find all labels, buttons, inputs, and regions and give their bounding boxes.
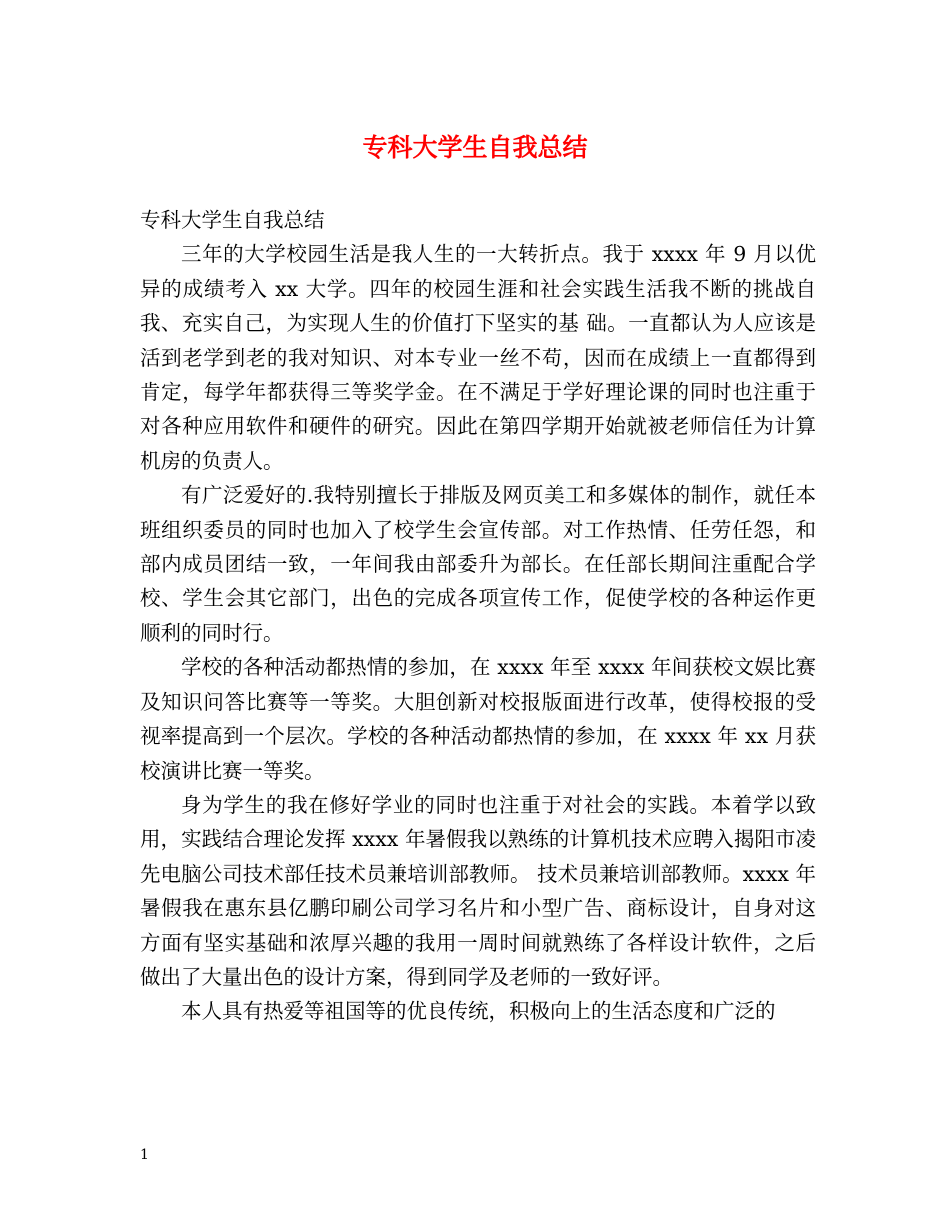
document-title: 专科大学生自我总结 bbox=[362, 133, 588, 162]
paragraph-1: 三年的大学校园生活是我人生的一大转折点。我于 xxxx 年 9 月以优异的成绩考入 xx 大学。四年的校园生涯和社会实践生活我不断的挑战自我、充实自己，为实现人生的价值打下坚实的基 础。一直都认为人应该是活到老学到老的我对知识、对本专业一丝不苟，因而在成绩上一直都得到肯定，每学年都获得三等奖学金。在不满足于学好理论课的同时也注重于对各种应用软件和硬件的研究。因此在第四学期开始就被老师信任为计算机房的负责人。 bbox=[140, 242, 816, 473]
paragraph-2: 有广泛爱好的.我特别擅长于排版及网页美工和多媒体的制作，就任本班组织委员的同时也加入了校学生会宣传部。对工作热情、任劳任怨，和部内成员团结一致，一年间我由部委升为部长。在任部长期间注重配合学校、学生会其它部门，出色的完成各项宣传工作，促使学校的各种运作更顺利的同时行。 bbox=[140, 483, 816, 645]
page-number: 1 bbox=[140, 1147, 149, 1163]
paragraph-4: 身为学生的我在修好学业的同时也注重于对社会的实践。本着学以致用，实践结合理论发挥 xxxx 年暑假我以熟练的计算机技术应聘入揭阳市凌先电脑公司技术部任技术员兼培训部教师。 技术员兼培训部教师。xxxx 年暑假我在惠东县亿鹏印刷公司学习名片和小型广告、商标设计，自身对这方面有坚实基础和浓厚兴趣的我用一周时间就熟练了各样设计软件，之后做出了大量出色的设计方案，得到同学及老师的一致好评。 bbox=[140, 792, 816, 989]
document-body bbox=[140, 203, 816, 1029]
paragraph-5: 本人具有热爱等祖国等的优良传统，积极向上的生活态度和广泛的 bbox=[181, 999, 776, 1024]
document-subtitle: 专科大学生自我总结 bbox=[140, 208, 325, 232]
paragraph-3: 学校的各种活动都热情的参加，在 xxxx 年至 xxxx 年间获校文娱比赛及知识问答比赛等一等奖。大胆创新对校报版面进行改革，使得校报的受视率提高到一个层次。学校的各种活动都热情的参加，在 xxxx 年 xx 月获校演讲比赛一等奖。 bbox=[140, 655, 816, 783]
